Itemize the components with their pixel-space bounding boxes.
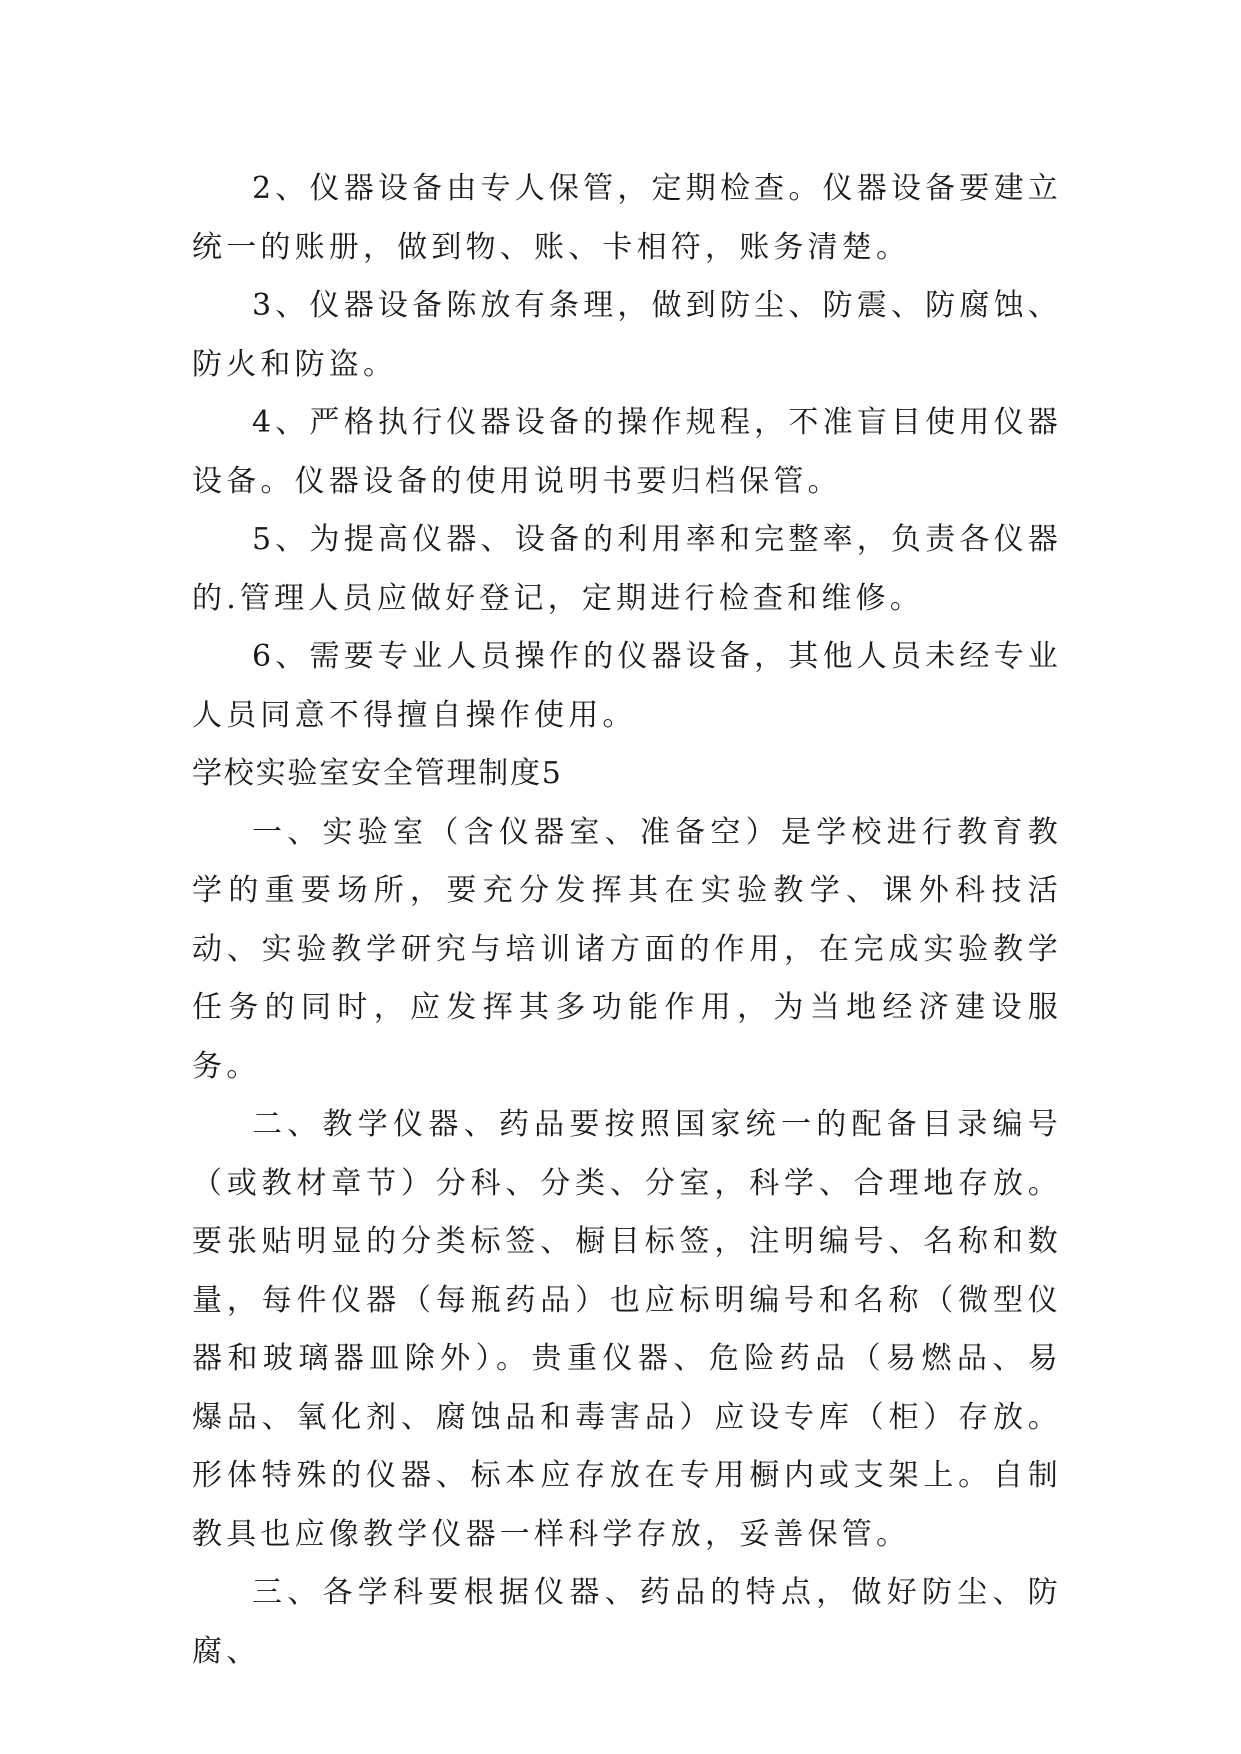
document-body: [192, 160, 1062, 1681]
paragraph-item-2: 2、仪器设备由专人保管，定期检查。仪器设备要建立统一的账册，做到物、账、卡相符，账务清楚。: [192, 171, 1062, 265]
paragraph-item-6: 6、需要专业人员操作的仪器设备，其他人员未经专业人员同意不得擅自操作使用。: [192, 639, 1062, 733]
paragraph-item-3: 3、仪器设备陈放有条理，做到防尘、防震、防腐蚀、防火和防盗。: [192, 288, 1062, 382]
section-paragraph-three: 三、各学科要根据仪器、药品的特点，做好防尘、防腐、: [192, 1575, 1062, 1669]
paragraph-item-4: 4、严格执行仪器设备的操作规程，不准盲目使用仪器设备。仪器设备的使用说明书要归档保管。: [192, 405, 1062, 499]
section-paragraph-two: 二、教学仪器、药品要按照国家统一的配备目录编号（或教材章节）分科、分类、分室，科学、合理地存放。要张贴明显的分类标签、橱目标签，注明编号、名称和数量，每件仪器（每瓶药品）也应标明编号和名称（微型仪器和玻璃器皿除外）。贵重仪器、危险药品（易燃品、易爆品、氧化剂、腐蚀品和毒害品）应设专库（柜）存放。形体特殊的仪器、标本应存放在专用橱内或支架上。自制教具也应像教学仪器一样科学存放，妥善保管。: [192, 1107, 1062, 1552]
section-paragraph-one: 一、实验室（含仪器室、准备空）是学校进行教育教学的重要场所，要充分发挥其在实验教学、课外科技活动、实验教学研究与培训诸方面的作用，在完成实验教学任务的同时，应发挥其多功能作用，为当地经济建设服务。: [192, 814, 1062, 1084]
section-heading: 学校实验室安全管理制度5: [192, 756, 563, 791]
paragraph-item-5: 5、为提高仪器、设备的利用率和完整率，负责各仪器的.管理人员应做好登记，定期进行检查和维修。: [192, 522, 1062, 616]
